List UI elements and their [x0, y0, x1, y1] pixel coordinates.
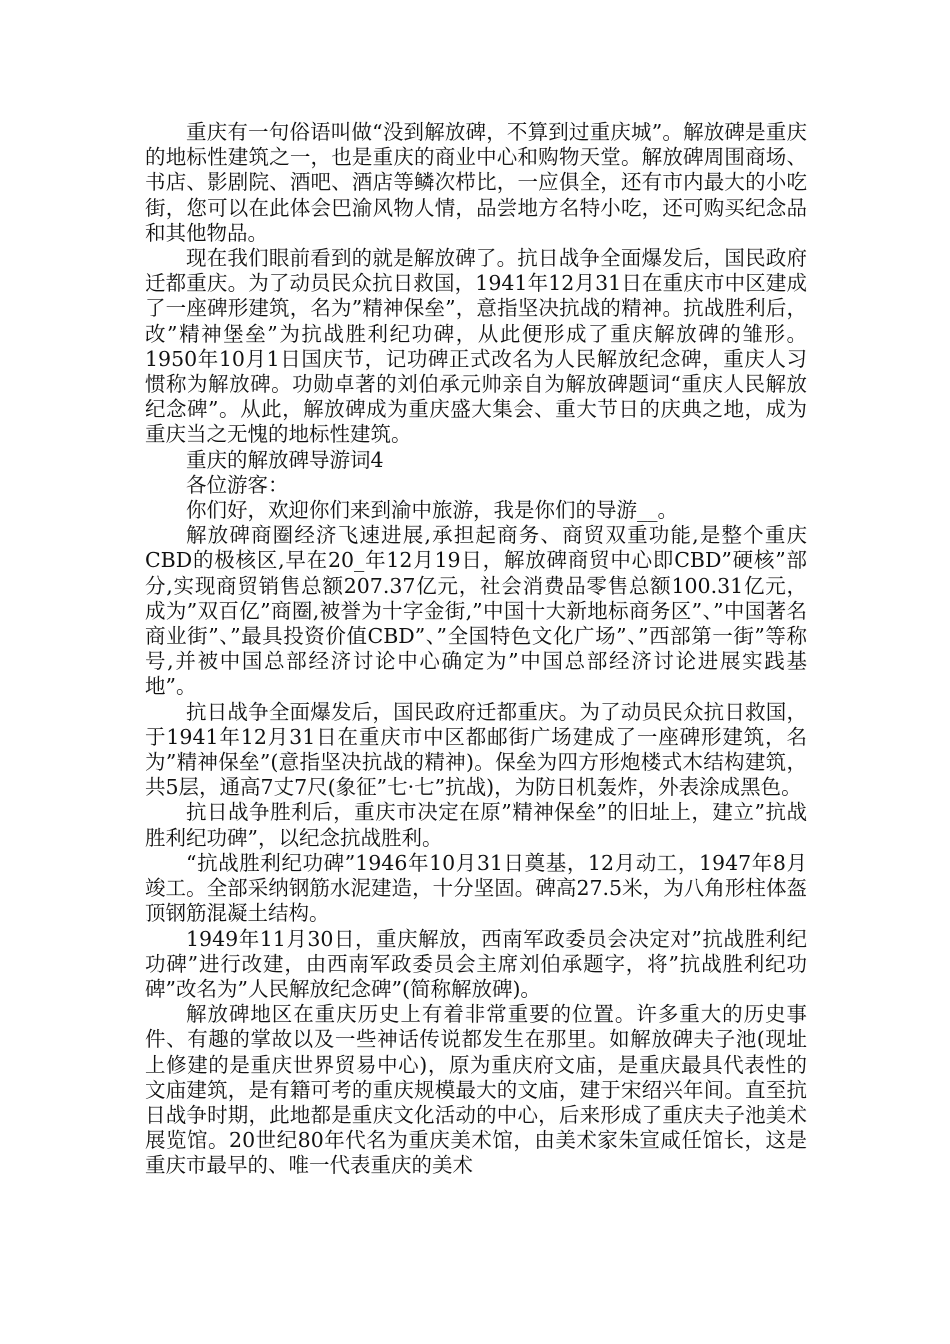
paragraph-spiritual-fortress: 抗日战争全面爆发后，国民政府迁都重庆。为了动员民众抗日救国，于1941年12月31日在重庆市中区都邮街广场建成了一座碑形建筑，名为”精神保垒”(意指坚决抗战的精神)。保垒为四方形炮楼式木结构建筑，共5层，通高7丈7尺(象征”七·七”抗战)，为防日机轰炸，外表涂成黑色。 — [145, 699, 807, 800]
document-body — [145, 120, 807, 1179]
greeting-line: 各位游客： — [186, 472, 289, 497]
paragraph-intro: 重庆有一句俗语叫做“没到解放碑，不算到过重庆城”。解放碑是重庆的地标性建筑之一，也是重庆的商业中心和购物天堂。解放碑周围商场、书店、影剧院、酒吧、酒店等鳞次栉比，一应俱全，还有市内最大的小吃街，您可以在此体会巴渝风物人情，品尝地方名特小吃，还可购买纪念品和其他物品。 — [145, 120, 807, 245]
paragraph-history: 现在我们眼前看到的就是解放碑了。抗日战争全面爆发后，国民政府迁都重庆。为了动员民众抗日救国，1941年12月31日在重庆市中区建成了一座碑形建筑，名为”精神保垒”，意指坚决抗战的精神。抗战胜利后，改”精神堡垒”为抗战胜利纪功碑，从此便形成了重庆解放碑的雏形。1950年10月1日国庆节，记功碑正式改名为人民解放纪念碑，重庆人习惯称为解放碑。功勋卓著的刘伯承元帅亲自为解放碑题词“重庆人民解放纪念碑”。从此，解放碑成为重庆盛大集会、重大节日的庆典之地，成为重庆当之无愧的地标性建筑。 — [145, 246, 807, 447]
paragraph-business-district: 解放碑商圈经济飞速进展,承担起商务、商贸双重功能,是整个重庆CBD的极核区,早在20_年12月19日，解放碑商贸中心即CBD”硬核”部分,实现商贸销售总额207.37亿元，社会消费品零售总额100.31亿元，成为”双百亿”商圈,被誉为十字金街,”中国十大新地标商务区”、”中国著名商业街”、”最具投资价值CBD”、”全国特色文化广场”、”西部第一街”等称号,并被中国总部经济讨论中心确定为”中国总部经济讨论进展实践基地”。 — [145, 523, 807, 699]
paragraph-victory-monument: 抗日战争胜利后，重庆市决定在原”精神保垒”的旧址上，建立”抗战胜利纪功碑”，以纪念抗战胜利。 — [145, 800, 807, 850]
paragraph-renaming: 1949年11月30日，重庆解放，西南军政委员会决定对”抗战胜利纪功碑”进行改建，由西南军政委员会主席刘伯承题字，将”抗战胜利纪功碑”改名为”人民解放纪念碑”(简称解放碑)。 — [145, 926, 807, 1001]
section-heading: 重庆的解放碑导游词4 — [186, 447, 384, 472]
welcome-line: 你们好，欢迎你们来到渝中旅游，我是你们的导游__。 — [186, 498, 678, 523]
paragraph-construction: “抗战胜利纪功碑”1946年10月31日奠基，12月动工，1947年8月竣工。全部采纳钢筋水泥建造，十分坚固。碑高27.5米，为八角形柱体盔顶钢筋混凝土结构。 — [145, 850, 807, 926]
paragraph-area-history: 解放碑地区在重庆历史上有着非常重要的位置。许多重大的历史事件、有趣的掌故以及一些神话传说都发生在那里。如解放碑夫子池(现址上修建的是重庆世界贸易中心)，原为重庆府文庙，是重庆最具代表性的文庙建筑，是有籍可考的重庆规模最大的文庙，建于宋绍兴年间。直至抗日战争时期，此地都是重庆文化活动的中心，后来形成了重庆夫子池美术展览馆。20世纪80年代名为重庆美术馆，由美术家朱宣咸任馆长，这是重庆市最早的、唯一代表重庆的美术 — [145, 1002, 807, 1178]
